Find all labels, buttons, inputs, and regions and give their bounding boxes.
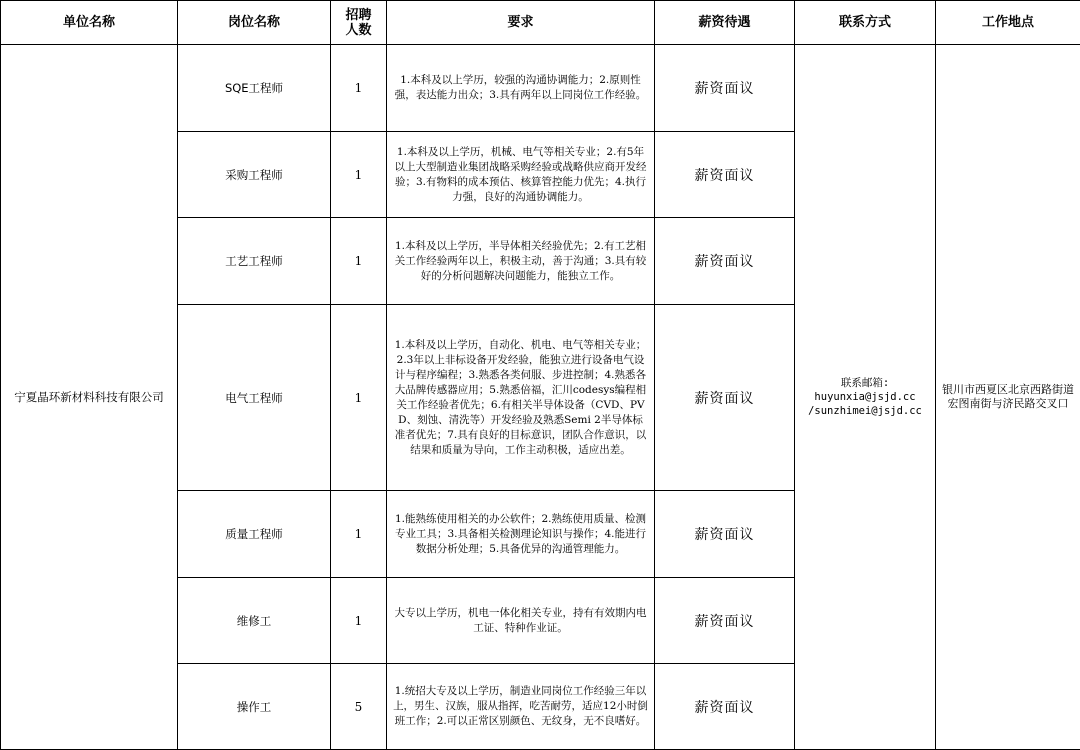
count-cell: 1	[331, 491, 387, 578]
requirements-cell: 1.统招大专及以上学历，制造业同岗位工作经验三年以上，男生、汉族，服从指挥，吃苦耐劳，适应12小时倒班工作；2.可以正常区别颜色、无纹身，无不良嗜好。	[387, 664, 655, 750]
salary-cell: 薪资面议	[655, 218, 795, 305]
position-cell: 工艺工程师	[178, 218, 331, 305]
contact-email-2: /sunzhimei@jsjd.cc	[808, 405, 922, 417]
header-salary: 薪资待遇	[655, 1, 795, 45]
count-cell: 1	[331, 45, 387, 132]
position-cell: 采购工程师	[178, 132, 331, 218]
header-position: 岗位名称	[178, 1, 331, 45]
position-cell: 操作工	[178, 664, 331, 750]
salary-cell: 薪资面议	[655, 491, 795, 578]
salary-cell: 薪资面议	[655, 45, 795, 132]
count-cell: 1	[331, 218, 387, 305]
count-cell: 1	[331, 578, 387, 664]
requirements-cell: 1.本科及以上学历，半导体相关经验优先；2.有工艺相关工作经验两年以上，积极主动，善于沟通；3.具有较好的分析问题解决问题能力，能独立工作。	[387, 218, 655, 305]
requirements-cell: 1.本科及以上学历，较强的沟通协调能力；2.原则性强，表达能力出众；3.具有两年以上同岗位工作经验。	[387, 45, 655, 132]
contact-label: 联系邮箱:	[840, 377, 890, 389]
header-row	[1, 1, 1080, 45]
salary-cell: 薪资面议	[655, 578, 795, 664]
contact-cell	[795, 45, 936, 750]
position-cell: SQE工程师	[178, 45, 331, 132]
position-cell: 维修工	[178, 578, 331, 664]
requirements-cell: 1.能熟练使用相关的办公软件；2.熟练使用质量、检测专业工具；3.具备相关检测理论知识与操作；4.能进行数据分析处理；5.具备优异的沟通管理能力。	[387, 491, 655, 578]
requirements-cell: 1.本科及以上学历，机械、电气等相关专业；2.有5年以上大型制造业集团战略采购经验或战略供应商开发经验；3.有物料的成本预估、核算管控能力优先；4.执行力强，良好的沟通协调能力。	[387, 132, 655, 218]
count-cell: 1	[331, 305, 387, 491]
header-contact: 联系方式	[795, 1, 936, 45]
contact-email-1: huyunxia@jsjd.cc	[814, 391, 916, 403]
table-row	[1, 45, 1080, 132]
position-cell: 质量工程师	[178, 491, 331, 578]
salary-cell: 薪资面议	[655, 664, 795, 750]
company-cell: 宁夏晶环新材料科技有限公司	[1, 45, 178, 750]
salary-cell: 薪资面议	[655, 305, 795, 491]
count-cell: 1	[331, 132, 387, 218]
salary-cell: 薪资面议	[655, 132, 795, 218]
position-cell: 电气工程师	[178, 305, 331, 491]
header-count-text: 招聘人数	[345, 7, 372, 38]
location-cell: 银川市西夏区北京西路街道宏图南街与济民路交叉口	[936, 45, 1080, 750]
header-requirements: 要求	[387, 1, 655, 45]
header-count	[331, 1, 387, 45]
header-company: 单位名称	[1, 1, 178, 45]
requirements-cell: 大专以上学历，机电一体化相关专业，持有有效期内电工证、特种作业证。	[387, 578, 655, 664]
header-location: 工作地点	[936, 1, 1080, 45]
requirements-cell: 1.本科及以上学历，自动化、机电、电气等相关专业；2.3年以上非标设备开发经验，能独立进行设备电气设计与程序编程；3.熟悉各类伺服、步进控制；4.熟悉各大品牌传感器应用；5.熟悉倍福，汇川codesys编程相关工作经验者优先；6.有相关半导体设备（CVD、PVD、刻蚀、清洗等）开发经验及熟悉Semi 2半导体标准者优先；7.具有良好的目标意识，团队合作意识，以结果和质量为导向，工作主动积极，适应出差。	[387, 305, 655, 491]
count-cell: 5	[331, 664, 387, 750]
